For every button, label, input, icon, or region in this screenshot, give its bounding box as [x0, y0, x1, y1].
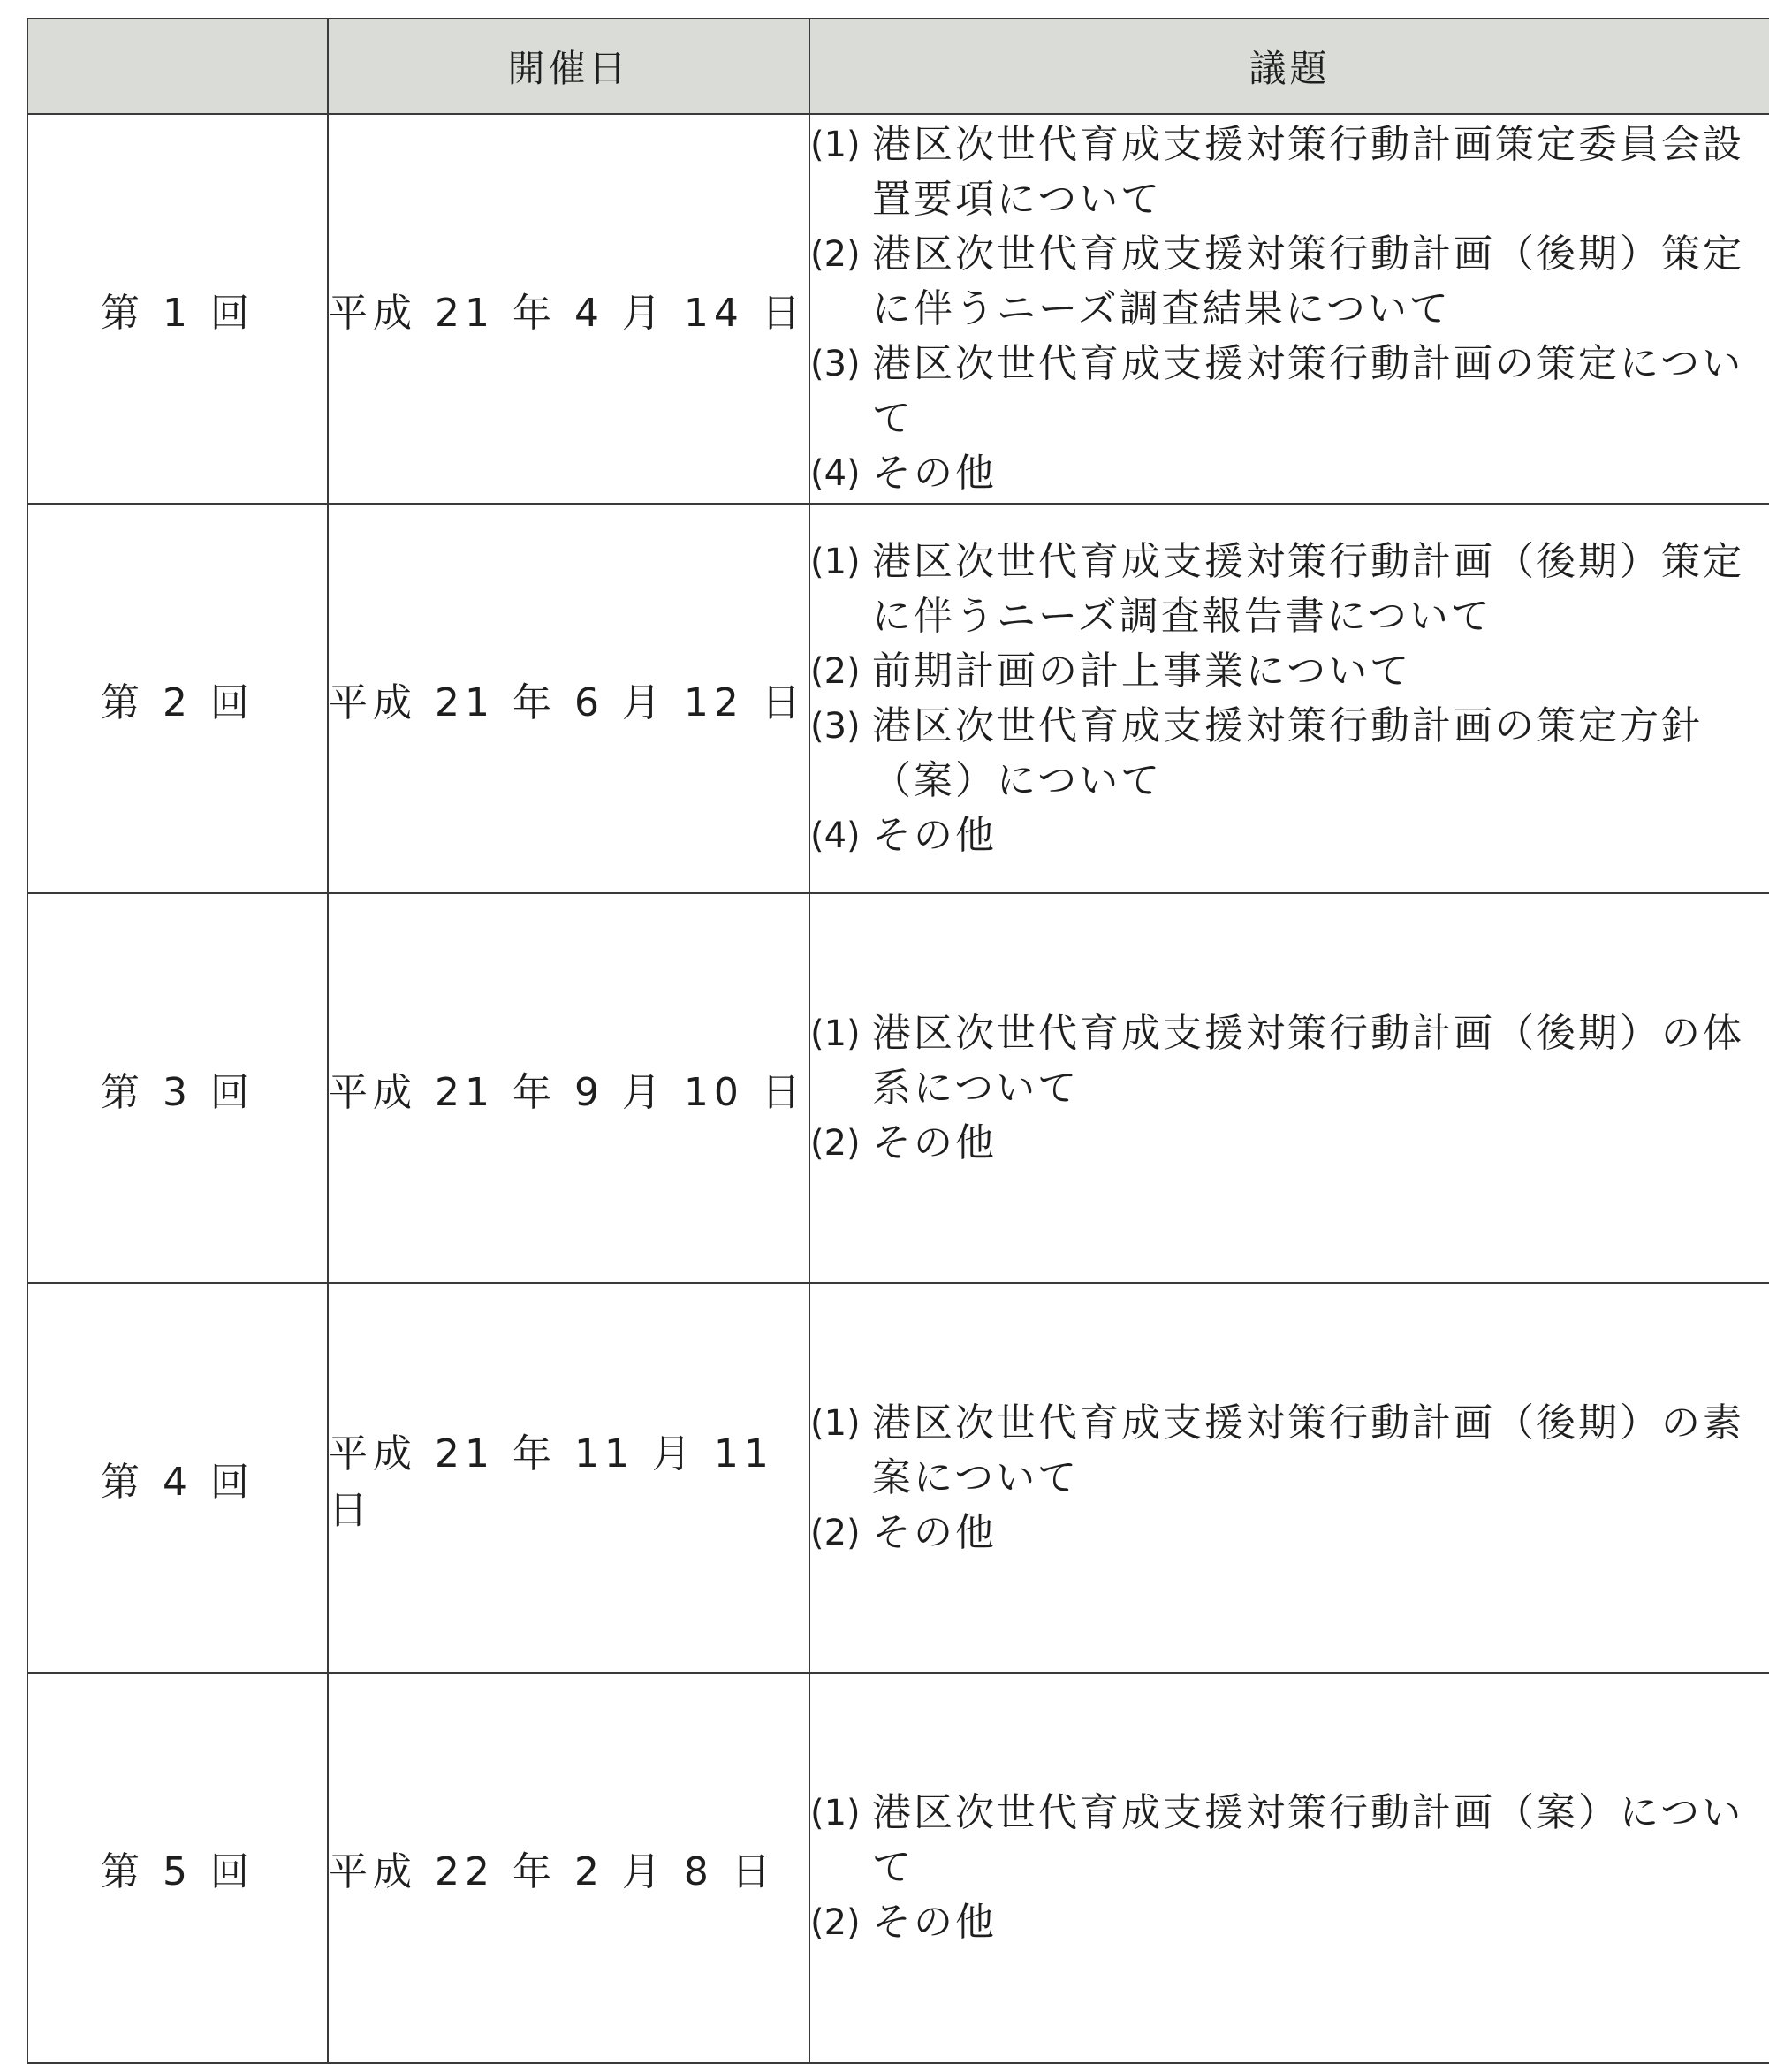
agenda-list [810, 535, 1769, 863]
agenda-item-text: 前期計画の計上事業について [872, 648, 1412, 694]
agenda-list [810, 1786, 1769, 1950]
meeting-schedule-table [27, 18, 1769, 2064]
agenda-item-number: (2) [810, 233, 861, 275]
agenda-item-text: 港区次世代育成支援対策行動計画の策定方針（案）について [872, 702, 1703, 803]
agenda-item-number: (1) [810, 1402, 861, 1444]
agenda-item-number: (1) [810, 124, 861, 165]
agenda-item [810, 1895, 1769, 1950]
agenda-item [810, 1116, 1769, 1171]
agenda-item [810, 1506, 1769, 1560]
agenda-item-text: 港区次世代育成支援対策行動計画（後期）策定に伴うニーズ調査結果について [872, 231, 1744, 331]
agenda-item [810, 1786, 1769, 1895]
agenda-list [810, 1396, 1769, 1560]
agenda-item [810, 337, 1769, 446]
agenda-item [810, 699, 1769, 808]
agenda-cell [809, 1673, 1769, 2063]
session-cell: 第 1 回 [27, 114, 328, 504]
agenda-item-text: その他 [872, 1900, 997, 1945]
agenda-item [810, 1006, 1769, 1116]
date-cell: 平成 21 年 11 月 11 日 [328, 1283, 809, 1673]
agenda-cell [809, 1283, 1769, 1673]
agenda-item-number: (2) [810, 1512, 861, 1553]
table-header-row [27, 19, 1769, 114]
table-row [27, 1283, 1769, 1673]
agenda-list [810, 1006, 1769, 1171]
agenda-item [810, 118, 1769, 227]
agenda-item-number: (3) [810, 705, 861, 747]
agenda-item-number: (2) [810, 1902, 861, 1943]
agenda-item-text: その他 [872, 1119, 997, 1165]
agenda-item-text: 港区次世代育成支援対策行動計画の策定について [872, 340, 1744, 441]
agenda-item [810, 1396, 1769, 1506]
session-cell: 第 2 回 [27, 504, 328, 893]
agenda-item-number: (1) [810, 1793, 861, 1833]
agenda-cell [809, 893, 1769, 1283]
date-cell: 平成 21 年 4 月 14 日 [328, 114, 809, 504]
table-row [27, 114, 1769, 504]
agenda-list [810, 118, 1769, 501]
agenda-item-text: 港区次世代育成支援対策行動計画（案）について [872, 1790, 1744, 1890]
agenda-item-text: 港区次世代育成支援対策行動計画策定委員会設置要項について [872, 121, 1744, 222]
agenda-item [810, 808, 1769, 863]
agenda-item [810, 644, 1769, 699]
agenda-item-number: (1) [810, 1013, 861, 1054]
table-row [27, 893, 1769, 1283]
agenda-item-number: (2) [810, 1122, 861, 1164]
agenda-item-number: (1) [810, 541, 861, 582]
agenda-item-number: (4) [810, 452, 861, 494]
agenda-item-text: 港区次世代育成支援対策行動計画（後期）策定に伴うニーズ調査報告書について [872, 538, 1744, 639]
agenda-cell [809, 504, 1769, 893]
agenda-item-number: (3) [810, 343, 861, 384]
table-row [27, 1673, 1769, 2063]
agenda-item [810, 535, 1769, 644]
agenda-item-text: その他 [872, 450, 997, 496]
header-session [27, 19, 328, 114]
agenda-item-text: その他 [872, 812, 997, 858]
session-cell: 第 5 回 [27, 1673, 328, 2063]
agenda-item-number: (2) [810, 650, 861, 692]
header-agenda: 議題 [809, 19, 1769, 114]
session-cell: 第 3 回 [27, 893, 328, 1283]
header-date: 開催日 [328, 19, 809, 114]
agenda-item-text: 港区次世代育成支援対策行動計画（後期）の素案について [872, 1400, 1744, 1500]
agenda-item [810, 227, 1769, 337]
agenda-item-text: その他 [872, 1509, 997, 1555]
agenda-item-number: (4) [810, 815, 861, 856]
date-cell: 平成 21 年 6 月 12 日 [328, 504, 809, 893]
agenda-cell [809, 114, 1769, 504]
session-cell: 第 4 回 [27, 1283, 328, 1673]
agenda-item-text: 港区次世代育成支援対策行動計画（後期）の体系について [872, 1010, 1744, 1111]
table-row [27, 504, 1769, 893]
date-cell: 平成 22 年 2 月 8 日 [328, 1673, 809, 2063]
agenda-item [810, 446, 1769, 501]
date-cell: 平成 21 年 9 月 10 日 [328, 893, 809, 1283]
